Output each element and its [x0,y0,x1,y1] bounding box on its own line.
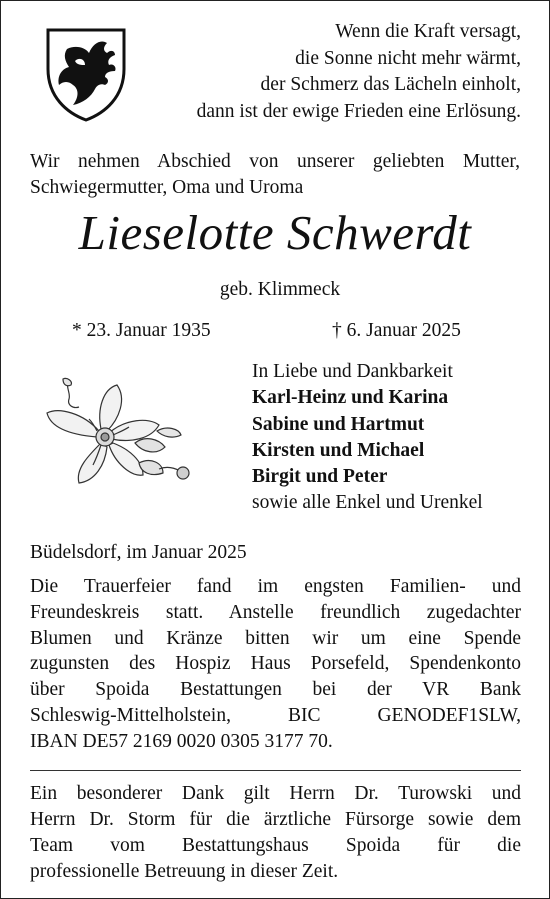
orchid-flower-icon [39,373,191,495]
place-date: Büdelsdorf, im Januar 2025 [30,542,247,563]
notice-line: IBAN DE57 2169 0020 0305 3177 70. [30,730,333,752]
notice-line: Die Trauerfeier fand im engsten Familien- und [30,576,521,597]
family-opening: In Liebe und Dankbarkeit [252,361,453,382]
notice-line: über Spoida Bestattungen bei der VR Bank [30,679,521,701]
thanks-line: Herrn Dr. Storm für die ärztliche Fürsorge sowie dem [30,809,521,830]
funeral-notice [30,574,521,755]
notice-line: Blumen und Kränze bitten wir um eine Spende [30,627,521,649]
deceased-name: Lieselotte Schwerdt [78,205,472,260]
thanks-text [30,781,521,885]
intro-text [30,149,520,200]
family-closing: sowie alle Enkel und Urenkel [252,492,483,514]
thanks-line: Team vom Bestattungshaus Spoida für die [30,835,521,856]
family-signatures [252,359,483,517]
poem-line: die Sonne nicht mehr wärmt, [295,47,521,69]
notice-line: Freundeskreis statt. Anstelle freundlich zugedachter [30,601,521,623]
intro-line: Schwiegermutter, Oma und Uroma [30,176,304,198]
family-name: Birgit und Peter [252,466,388,488]
poem [101,19,521,125]
family-name: Kirsten und Michael [252,439,425,461]
maiden-name: geb. Klimmeck [219,279,341,300]
notice-line: Schleswig-Mittelholstein, BIC GENODEF1SLW, [30,704,521,726]
birth-date: * 23. Januar 1935 [72,320,211,341]
family-name: Sabine und Hartmut [252,413,425,435]
intro-line: Wir nehmen Abschied von unserer geliebten Mutter, [30,151,520,172]
notice-line: zugunsten des Hospiz Haus Porsefeld, Spendenkonto [30,653,521,675]
thanks-line: professionelle Betreuung in dieser Zeit. [30,861,339,882]
death-date: † 6. Januar 2025 [332,320,461,341]
thanks-line: Ein besonderer Dank gilt Herrn Dr. Turowski und [30,783,521,804]
family-name: Karl-Heinz und Karina [252,387,449,409]
poem-line: dann ist der ewige Frieden eine Erlösung. [196,100,521,122]
poem-line: Wenn die Kraft versagt, [335,21,521,42]
poem-line: der Schmerz das Lächeln einholt, [260,74,521,95]
divider [30,770,521,771]
